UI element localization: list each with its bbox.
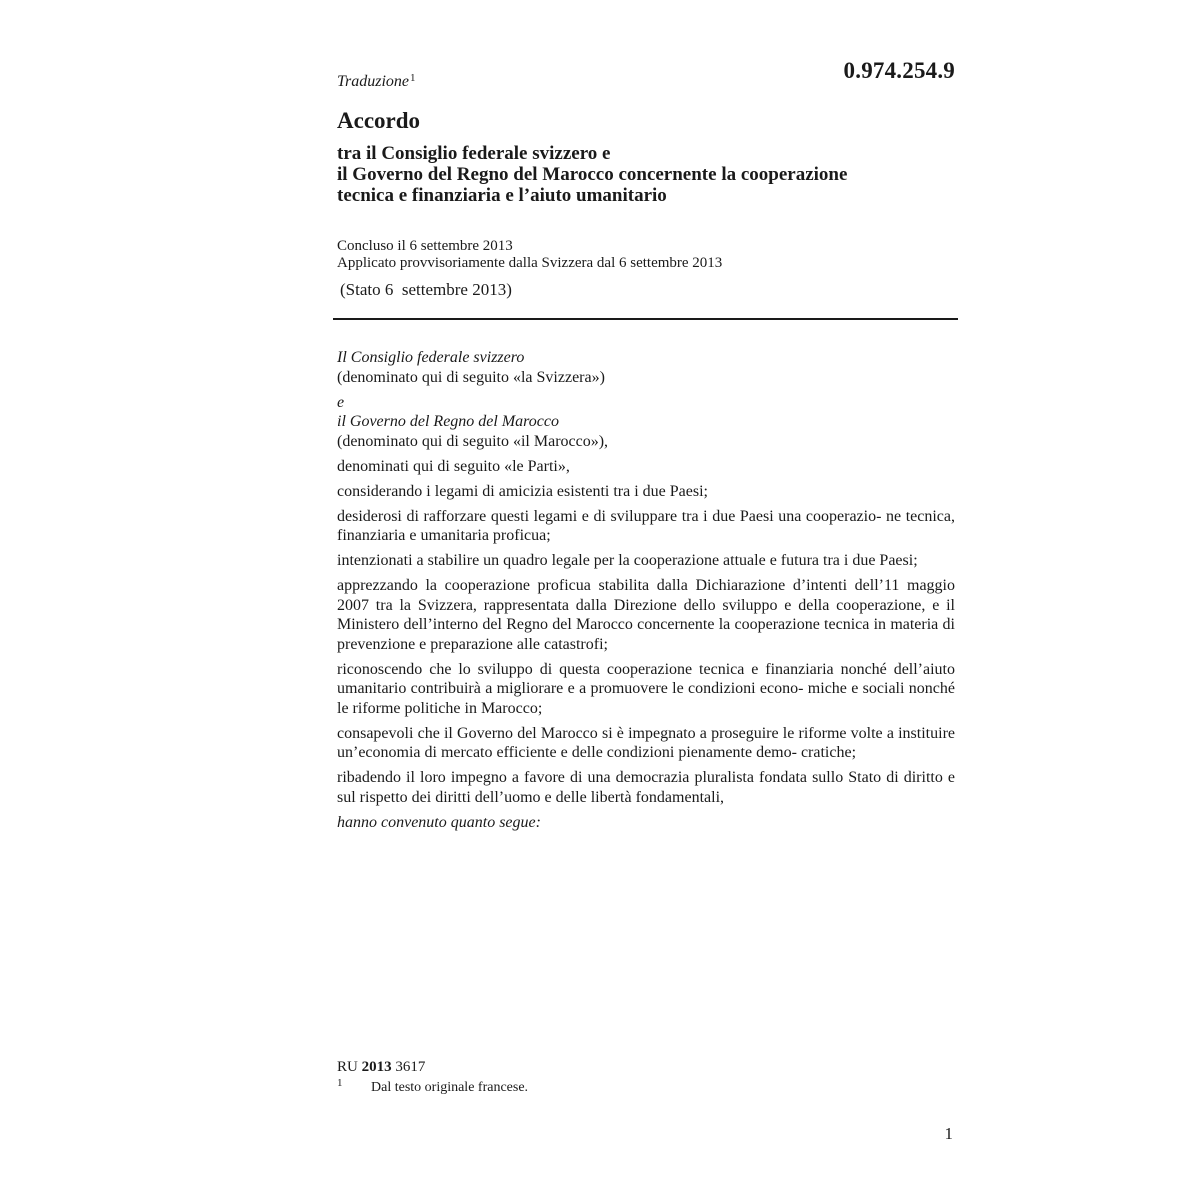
preamble-clause: intenzionati a stabilire un quadro legale per la cooperazione attuale e futura tra i due Paesi; xyxy=(337,552,918,569)
footnote-text: Dal testo originale francese. xyxy=(371,1080,529,1095)
agreement-closing: hanno convenuto quanto segue: xyxy=(337,813,541,831)
parties-definition: denominati qui di seguito «le Parti», xyxy=(337,457,570,475)
party-1 xyxy=(337,348,955,387)
header-divider xyxy=(333,318,958,320)
footnote-number: 1 xyxy=(337,1077,343,1089)
document-title: Accordo xyxy=(337,108,421,133)
page-number: 1 xyxy=(944,1124,953,1143)
subtitle-line: il Governo del Regno del Marocco concernente la cooperazione xyxy=(337,164,848,185)
official-collection-ref xyxy=(337,1059,425,1076)
preamble-clause: riconoscendo che lo sviluppo di questa cooperazione tecnica e finanziaria nonché dell’aiuto umanitario contribuirà a migliorare e a promuovere le condizioni econo- miche e sociali nonché le riforme politiche in Marocco; xyxy=(337,660,955,717)
party-2-name: il Governo del Regno del Marocco xyxy=(337,413,560,430)
party-2 xyxy=(337,393,955,452)
conclusion-info xyxy=(337,238,722,272)
subtitle-line: tecnica e finanziaria e l’aiuto umanitario xyxy=(337,185,667,206)
sr-number: 0.974.254.9 xyxy=(843,58,955,83)
party-2-desc: (denominato qui di seguito «il Marocco»), xyxy=(337,432,609,450)
concluded-date: Concluso il 6 settembre 2013 xyxy=(337,238,513,254)
preamble-clause: ribadendo il loro impegno a favore di una democrazia pluralista fondata sullo Stato di diritto e sul rispetto dei diritti dell’uomo e delle libertà fondamentali, xyxy=(337,769,955,806)
translation-label xyxy=(337,73,416,91)
translation-text: Traduzione xyxy=(337,73,410,90)
party-1-name: Il Consiglio federale svizzero xyxy=(337,349,525,366)
preamble-clause: consapevoli che il Governo del Marocco si è impegnato a proseguire le riforme volte a instituire un’economia di mercato efficiente e delle condizioni pienamente demo- cratiche; xyxy=(337,724,955,761)
preamble-clause: apprezzando la cooperazione proficua stabilita dalla Dichiarazione d’intenti dell’11 maggio 2007 tra la Svizzera, rappresentata dalla Direzione dello sviluppo e della cooperazione, e il Ministero dell’interno del Regno del Marocco concernente la cooperazione tecnica in materia di prevenzione e preparazione alle catastrofi; xyxy=(337,577,955,653)
ru-year: 2013 xyxy=(361,1059,392,1075)
footnote-ref[interactable]: 1 xyxy=(410,72,416,84)
conjunction: e xyxy=(337,393,345,411)
preamble-clause: considerando i legami di amicizia esistenti tra i due Paesi; xyxy=(337,482,708,500)
document-subtitle xyxy=(337,143,957,206)
party-1-desc: (denominato qui di seguito «la Svizzera») xyxy=(337,368,605,386)
provisional-application: Applicato provvisoriamente dalla Svizzera dal 6 settembre 2013 xyxy=(337,255,723,271)
ru-page: 3617 xyxy=(395,1059,426,1075)
ru-prefix: RU xyxy=(337,1059,358,1075)
status-date: (Stato 6 settembre 2013) xyxy=(340,280,512,299)
preamble xyxy=(337,348,955,838)
preamble-clause: desiderosi di rafforzare questi legami e di sviluppare tra i due Paesi una cooperazio- ne tecnica, finanziaria e umanitaria proficua; xyxy=(337,507,955,544)
subtitle-line: tra il Consiglio federale svizzero e xyxy=(337,143,611,164)
